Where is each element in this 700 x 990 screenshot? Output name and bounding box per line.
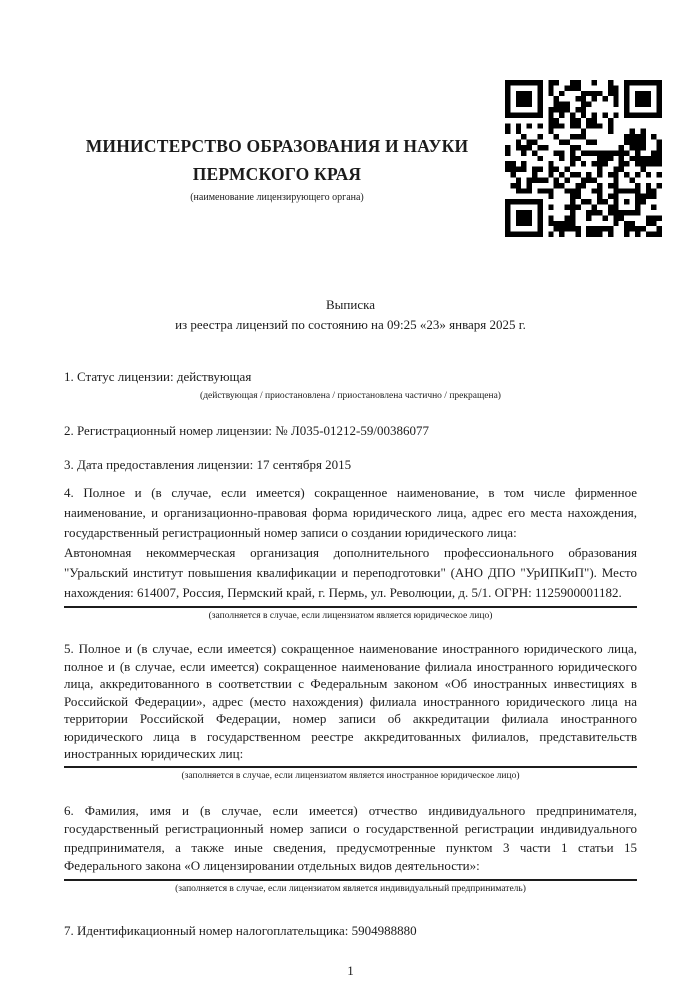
document-body bbox=[64, 295, 637, 979]
ministry-name-line1: МИНИСТЕРСТВО ОБРАЗОВАНИЯ И НАУКИ bbox=[85, 136, 469, 156]
field-entrepreneur-label: 6. Фамилия, имя и (в случае, если имеется) отчество индивидуального предпринимателя, государственный регистрационный номер записи о государственной регистрации индивидуального предпринимателя, а также иные сведения, предусмотренные пунктом 3 части 1 статьи 15 Федерального закона «О лицензировании отдельных видов деятельности»: bbox=[64, 802, 637, 873]
ministry-caption: (наименование лицензирующего органа) bbox=[190, 192, 364, 203]
legal-entity-caption: (заполняется в случае, если лицензиатом является юридическое лицо) bbox=[208, 611, 493, 621]
field-registration-number: 2. Регистрационный номер лицензии: № Л035-01212-59/00386077 bbox=[64, 423, 430, 438]
legal-entity-divider bbox=[64, 606, 637, 608]
document-title bbox=[64, 295, 637, 335]
document-title-line2: из реестра лицензий по состоянию на 09:25 «23» января 2025 г. bbox=[175, 317, 526, 332]
entrepreneur-caption: (заполняется в случае, если лицензиатом является индивидуальный предприниматель) bbox=[175, 883, 526, 894]
ministry-name-line2: ПЕРМСКОГО КРАЯ bbox=[192, 164, 362, 184]
qr-code-icon bbox=[505, 80, 662, 237]
foreign-entity-caption: (заполняется в случае, если лицензиатом является иностранное юридическое лицо) bbox=[181, 770, 520, 781]
field-grant-date: 3. Дата предоставления лицензии: 17 сентября 2015 bbox=[64, 457, 352, 472]
field-foreign-entity-label: 5. Полное и (в случае, если имеется) сокращенное наименование иностранного юридического лица, полное и (в случае, если имеется) сокращенное наименование филиала иностранного юридического лица, аккредитованного в соответствии с Федеральным законом «Об иностранных инвестициях в Российской Федерации», адрес (место нахождения) филиала иностранного юридического лица на территории Российской Федерации, номер записи об аккредитации филиала иностранного юридического лица в государственном реестре аккредитованных филиалов, представительств иностранных юридических лиц: bbox=[64, 641, 637, 761]
licensing-authority-name bbox=[64, 132, 490, 188]
page-number: 1 bbox=[347, 962, 354, 978]
field-legal-entity-label: 4. Полное и (в случае, если имеется) сокращенное наименование, в том числе фирменное наименование, и организационно-правовая форма юридического лица, адрес его места нахождения, государственный регистрационный номер записи о создании юридического лица: bbox=[64, 485, 637, 540]
entrepreneur-divider bbox=[64, 879, 637, 881]
field-taxpayer-number: 7. Идентификационный номер налогоплательщика: 5904988880 bbox=[64, 922, 417, 938]
field-legal-entity-value: Автономная некоммерческая организация дополнительного профессионального образования "Уральский институт повышения квалификации и переподготовки" (АНО ДПО "УрИПКиП"). Место нахождения: 614007, Россия, Пермский край, г. Пермь, ул. Революции, д. 5/1. ОГРН: 1125900001182. bbox=[64, 545, 637, 600]
license-status-caption: (действующая / приостановлена / приостановлена частично / прекращена) bbox=[200, 391, 501, 401]
foreign-entity-divider bbox=[64, 766, 637, 768]
document-title-line1: Выписка bbox=[326, 297, 375, 312]
field-license-status: 1. Статус лицензии: действующая bbox=[64, 369, 252, 384]
